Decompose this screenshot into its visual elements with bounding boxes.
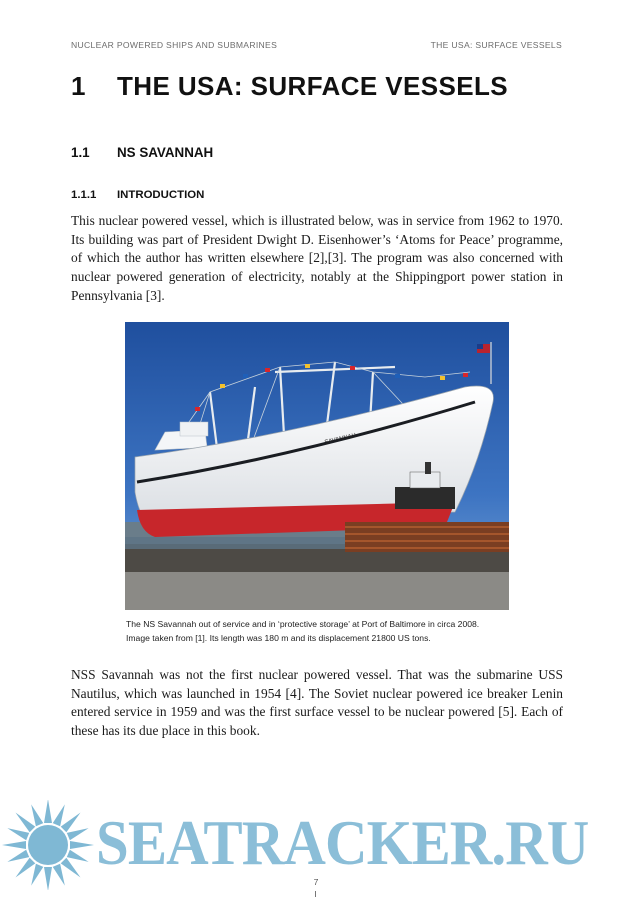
pier-concrete [125, 572, 509, 610]
running-header-left: NUCLEAR POWERED SHIPS AND SUBMARINES [71, 40, 278, 50]
hull-name-text: SAVANNAH [324, 432, 357, 446]
page-number: 7 [313, 877, 319, 887]
section-title-text: NS SAVANNAH [117, 145, 214, 160]
chapter-title-text: THE USA: SURFACE VESSELS [117, 71, 508, 101]
chapter-title [71, 71, 508, 102]
subsection-title [71, 189, 204, 201]
running-header-right: THE USA: SURFACE VESSELS [430, 40, 562, 50]
subsection-title-text: INTRODUCTION [117, 189, 205, 201]
bridge-deck [180, 422, 208, 436]
paragraph-history: NSS Savannah was not the first nuclear powered vessel. That was the submarine USS Nautilus, which was launched in 1954 [4]. The Soviet nuclear powered ice breaker Lenin entered service in 1959 and was the first surface vessel to be nuclear powered [5]. Each of these has its due place in this book. [71, 667, 563, 739]
caption-line-2: Image taken from [1]. Its length was 180 m and its displacement 21800 US tons. [126, 633, 431, 643]
section-title [71, 145, 213, 160]
ship-illustration [125, 322, 509, 610]
water [125, 537, 345, 549]
subsection-number: 1.1.1 [71, 189, 97, 201]
figure-caption [126, 617, 546, 645]
chapter-number: 1 [71, 71, 86, 101]
section-number: 1.1 [71, 145, 90, 160]
caption-line-1: The NS Savannah out of service and in ‘protective storage’ at Port of Baltimore in circa 2008. [126, 619, 480, 629]
paragraph-intro: This nuclear powered vessel, which is illustrated below, was in service from 1962 to 1970. Its building was part of President Dwight D. Eisenhower’s ‘Atoms for Peace’ programme, of which the author has written elsewhere [2],[3]. The program was also concerned with nuclear powered generation of electricity, notably at the Shippingport power station in Pennsylvania [3]. [71, 213, 563, 303]
ship-photo [125, 322, 509, 610]
running-header [71, 40, 562, 50]
watermark-text: SEATRACKER.RU [96, 807, 589, 878]
page-tick [315, 891, 316, 897]
